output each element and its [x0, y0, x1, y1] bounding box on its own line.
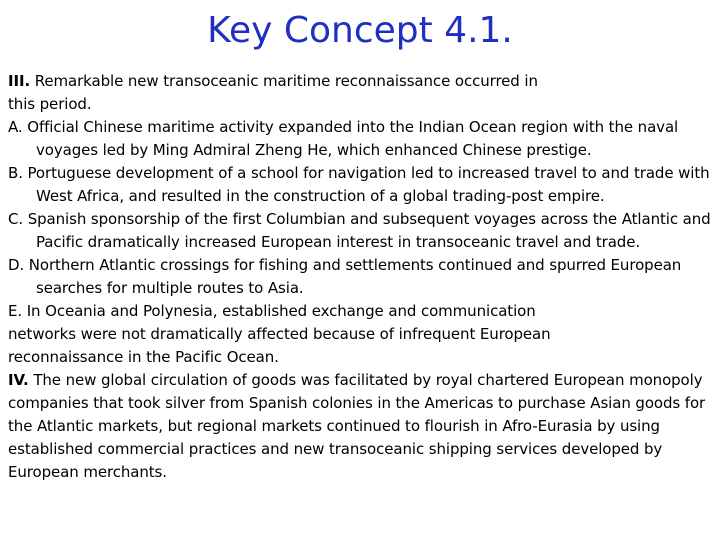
- section-iii-text: Remarkable new transoceanic maritime reconnaissance occurred in this period.: [8, 72, 538, 113]
- item-e: E. In Oceania and Polynesia, established exchange and communication networks were not dramatically affected because of infrequent European reconnaissance in the Pacific Ocean.: [8, 302, 551, 366]
- section-iii: [8, 70, 568, 116]
- item-c: C. Spanish sponsorship of the first Columbian and subsequent voyages across the Atlantic and Pacific dramatically increased European interest in transoceanic travel and trade.: [8, 210, 711, 251]
- section-iv-text: The new global circulation of goods was facilitated by royal chartered European monopoly companies that took silver from Spanish colonies in the Americas to purchase Asian goods for the Atlantic markets, but regional markets continued to flourish in Afro-Eurasia by using established commercial practices and new transoceanic shipping services developed by European merchants.: [8, 371, 706, 481]
- section-iv-marker: IV.: [8, 371, 29, 389]
- item-b: B. Portuguese development of a school for navigation led to increased travel to and trade with West Africa, and resulted in the construction of a global trading-post empire.: [8, 164, 710, 205]
- item-a: A. Official Chinese maritime activity expanded into the Indian Ocean region with the naval voyages led by Ming Admiral Zheng He, which enhanced Chinese prestige.: [8, 118, 679, 159]
- section-iii-marker: III.: [8, 72, 31, 90]
- item-d: D. Northern Atlantic crossings for fishing and settlements continued and spurred European searches for multiple routes to Asia.: [8, 256, 682, 297]
- slide-body: [8, 70, 712, 484]
- section-iv: [8, 369, 712, 484]
- slide-title: Key Concept 4.1.: [207, 10, 513, 51]
